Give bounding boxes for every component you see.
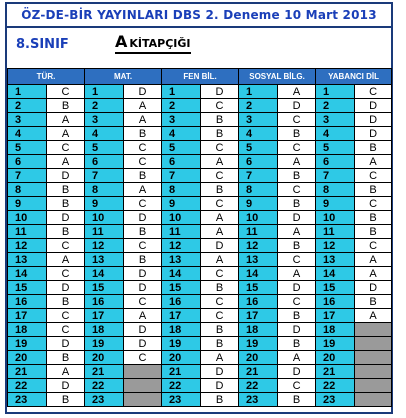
answer-cell: D — [201, 85, 239, 99]
question-number: 23 — [162, 393, 201, 407]
column-header: SOSYAL BİLG. — [239, 69, 316, 85]
answer-cell: D — [201, 239, 239, 253]
answer-cell: B — [124, 225, 162, 239]
question-number: 11 — [162, 225, 201, 239]
class-label: 8.SINIF — [16, 37, 69, 52]
answer-cell: C — [124, 351, 162, 365]
answer-cell: B — [124, 127, 162, 141]
question-number: 4 — [316, 127, 355, 141]
answer-cell: C — [201, 141, 239, 155]
question-number: 13 — [85, 253, 124, 267]
question-number: 22 — [239, 379, 278, 393]
question-number: 9 — [85, 197, 124, 211]
answer-cell: C — [201, 295, 239, 309]
question-number: 23 — [85, 393, 124, 407]
table-row — [8, 169, 392, 183]
question-number: 5 — [239, 141, 278, 155]
blank-cell — [355, 379, 392, 393]
question-number: 17 — [239, 309, 278, 323]
question-number: 15 — [316, 281, 355, 295]
question-number: 4 — [85, 127, 124, 141]
answer-cell: B — [201, 281, 239, 295]
answer-cell: A — [201, 211, 239, 225]
answer-cell: A — [124, 183, 162, 197]
answer-cell: A — [47, 155, 85, 169]
blank-cell — [124, 393, 162, 407]
answer-key-sheet — [5, 2, 393, 414]
question-number: 13 — [239, 253, 278, 267]
answer-cell: C — [124, 197, 162, 211]
answer-cell: D — [47, 379, 85, 393]
answer-cell: A — [278, 225, 316, 239]
answer-table — [7, 68, 392, 407]
answer-cell: B — [47, 99, 85, 113]
answer-cell: B — [355, 183, 392, 197]
question-number: 8 — [239, 183, 278, 197]
table-row — [8, 99, 392, 113]
answer-cell: C — [355, 85, 392, 99]
question-number: 10 — [316, 211, 355, 225]
question-number: 3 — [8, 113, 47, 127]
answer-cell: D — [278, 211, 316, 225]
table-row — [8, 267, 392, 281]
answer-cell: B — [201, 113, 239, 127]
answer-cell: B — [278, 169, 316, 183]
question-number: 19 — [316, 337, 355, 351]
answer-cell: C — [47, 309, 85, 323]
question-number: 13 — [8, 253, 47, 267]
question-number: 16 — [239, 295, 278, 309]
question-number: 6 — [162, 155, 201, 169]
answer-cell: B — [47, 225, 85, 239]
table-row — [8, 127, 392, 141]
question-number: 20 — [8, 351, 47, 365]
question-number: 5 — [316, 141, 355, 155]
question-number: 2 — [316, 99, 355, 113]
question-number: 12 — [8, 239, 47, 253]
question-number: 9 — [239, 197, 278, 211]
answer-cell: B — [355, 225, 392, 239]
question-number: 6 — [85, 155, 124, 169]
question-number: 23 — [316, 393, 355, 407]
answer-cell: D — [201, 379, 239, 393]
question-number: 18 — [85, 323, 124, 337]
question-number: 6 — [239, 155, 278, 169]
question-number: 19 — [239, 337, 278, 351]
question-number: 6 — [316, 155, 355, 169]
answer-cell: A — [355, 267, 392, 281]
question-number: 1 — [316, 85, 355, 99]
question-number: 23 — [239, 393, 278, 407]
answer-cell: D — [124, 267, 162, 281]
question-number: 14 — [8, 267, 47, 281]
blank-cell — [124, 379, 162, 393]
question-number: 14 — [239, 267, 278, 281]
blank-cell — [355, 365, 392, 379]
answer-cell: A — [124, 113, 162, 127]
question-number: 5 — [8, 141, 47, 155]
table-row — [8, 85, 392, 99]
question-number: 10 — [8, 211, 47, 225]
spacer — [7, 60, 391, 68]
question-number: 11 — [8, 225, 47, 239]
answer-cell: D — [355, 281, 392, 295]
answer-cell: D — [355, 127, 392, 141]
table-row — [8, 197, 392, 211]
table-row — [8, 393, 392, 407]
answer-cell: C — [278, 379, 316, 393]
answer-cell: B — [47, 393, 85, 407]
answer-cell: D — [124, 281, 162, 295]
answer-cell: A — [124, 309, 162, 323]
table-row — [8, 281, 392, 295]
question-number: 18 — [162, 323, 201, 337]
blank-cell — [355, 337, 392, 351]
answer-cell: D — [278, 323, 316, 337]
question-number: 2 — [85, 99, 124, 113]
question-number: 17 — [85, 309, 124, 323]
question-number: 1 — [239, 85, 278, 99]
answer-cell: B — [278, 127, 316, 141]
answer-cell: C — [278, 295, 316, 309]
table-body — [8, 85, 392, 407]
answer-cell: C — [47, 239, 85, 253]
question-number: 7 — [85, 169, 124, 183]
page-title: ÖZ-DE-BİR YAYINLARI DBS 2. Deneme 10 Mart 2013 — [7, 4, 391, 28]
answer-cell: A — [124, 99, 162, 113]
question-number: 3 — [239, 113, 278, 127]
answer-cell: B — [355, 141, 392, 155]
answer-cell: D — [47, 169, 85, 183]
table-row — [8, 113, 392, 127]
answer-cell: A — [355, 253, 392, 267]
answer-cell: C — [124, 295, 162, 309]
answer-cell: B — [355, 211, 392, 225]
answer-cell: A — [278, 85, 316, 99]
answer-cell: C — [201, 267, 239, 281]
answer-cell: C — [47, 85, 85, 99]
question-number: 7 — [162, 169, 201, 183]
answer-cell: C — [278, 113, 316, 127]
table-row — [8, 183, 392, 197]
question-number: 14 — [162, 267, 201, 281]
column-header: TÜR. — [8, 69, 85, 85]
question-number: 16 — [316, 295, 355, 309]
answer-cell: B — [278, 197, 316, 211]
answer-cell: C — [201, 197, 239, 211]
question-number: 12 — [239, 239, 278, 253]
answer-cell: C — [278, 183, 316, 197]
answer-cell: A — [278, 155, 316, 169]
answer-cell: B — [278, 393, 316, 407]
answer-cell: C — [47, 141, 85, 155]
table-row — [8, 141, 392, 155]
question-number: 8 — [85, 183, 124, 197]
question-number: 13 — [162, 253, 201, 267]
answer-cell: A — [201, 351, 239, 365]
blank-cell — [355, 351, 392, 365]
question-number: 12 — [85, 239, 124, 253]
answer-cell: B — [278, 309, 316, 323]
answer-cell: B — [278, 239, 316, 253]
question-number: 6 — [8, 155, 47, 169]
question-number: 8 — [162, 183, 201, 197]
question-number: 5 — [162, 141, 201, 155]
question-number: 1 — [8, 85, 47, 99]
answer-cell: B — [201, 183, 239, 197]
blank-cell — [355, 393, 392, 407]
question-number: 21 — [316, 365, 355, 379]
answer-cell: C — [201, 99, 239, 113]
question-number: 9 — [8, 197, 47, 211]
question-number: 7 — [8, 169, 47, 183]
answer-cell: C — [124, 155, 162, 169]
table-row — [8, 323, 392, 337]
question-number: 11 — [85, 225, 124, 239]
question-number: 8 — [316, 183, 355, 197]
answer-cell: A — [355, 155, 392, 169]
question-number: 2 — [162, 99, 201, 113]
answer-cell: A — [201, 225, 239, 239]
question-number: 11 — [316, 225, 355, 239]
answer-cell: C — [47, 323, 85, 337]
answer-cell: C — [278, 141, 316, 155]
question-number: 10 — [85, 211, 124, 225]
table-header — [8, 69, 392, 85]
answer-cell: A — [47, 253, 85, 267]
answer-cell: B — [278, 337, 316, 351]
answer-cell: B — [201, 337, 239, 351]
booklet-label — [115, 32, 191, 54]
answer-cell: D — [124, 85, 162, 99]
question-number: 15 — [85, 281, 124, 295]
question-number: 22 — [8, 379, 47, 393]
answer-cell: D — [47, 281, 85, 295]
answer-cell: B — [124, 253, 162, 267]
answer-cell: D — [47, 211, 85, 225]
question-number: 22 — [316, 379, 355, 393]
question-number: 18 — [316, 323, 355, 337]
question-number: 19 — [162, 337, 201, 351]
question-number: 4 — [8, 127, 47, 141]
answer-cell: B — [201, 323, 239, 337]
answer-cell: A — [47, 365, 85, 379]
table-row — [8, 253, 392, 267]
answer-cell: C — [201, 169, 239, 183]
table-row — [8, 295, 392, 309]
table-row — [8, 351, 392, 365]
answer-cell: A — [201, 155, 239, 169]
question-number: 21 — [162, 365, 201, 379]
question-number: 4 — [162, 127, 201, 141]
question-number: 2 — [239, 99, 278, 113]
answer-cell: D — [124, 323, 162, 337]
blank-cell — [355, 323, 392, 337]
question-number: 19 — [8, 337, 47, 351]
question-number: 21 — [8, 365, 47, 379]
answer-cell: A — [47, 113, 85, 127]
question-number: 22 — [85, 379, 124, 393]
question-number: 20 — [316, 351, 355, 365]
question-number: 1 — [85, 85, 124, 99]
question-number: 23 — [8, 393, 47, 407]
answer-cell: C — [278, 253, 316, 267]
answer-cell: B — [201, 393, 239, 407]
question-number: 2 — [8, 99, 47, 113]
answer-cell: C — [124, 141, 162, 155]
question-number: 21 — [239, 365, 278, 379]
question-number: 14 — [85, 267, 124, 281]
answer-cell: B — [47, 183, 85, 197]
answer-cell: D — [278, 281, 316, 295]
answer-cell: A — [278, 351, 316, 365]
question-number: 9 — [316, 197, 355, 211]
question-number: 5 — [85, 141, 124, 155]
question-number: 16 — [8, 295, 47, 309]
answer-cell: D — [124, 211, 162, 225]
table-row — [8, 225, 392, 239]
question-number: 15 — [162, 281, 201, 295]
answer-cell: C — [124, 239, 162, 253]
question-number: 16 — [162, 295, 201, 309]
answer-cell: D — [278, 99, 316, 113]
question-number: 21 — [85, 365, 124, 379]
question-number: 19 — [85, 337, 124, 351]
answer-cell: C — [355, 169, 392, 183]
question-number: 20 — [162, 351, 201, 365]
table-row — [8, 155, 392, 169]
question-number: 4 — [239, 127, 278, 141]
table-row — [8, 239, 392, 253]
answer-cell: D — [278, 365, 316, 379]
question-number: 17 — [162, 309, 201, 323]
column-header: YABANCI DİL — [316, 69, 392, 85]
question-number: 3 — [162, 113, 201, 127]
question-number: 20 — [85, 351, 124, 365]
question-number: 18 — [239, 323, 278, 337]
question-number: 10 — [162, 211, 201, 225]
question-number: 7 — [239, 169, 278, 183]
answer-cell: C — [47, 267, 85, 281]
answer-cell: A — [355, 309, 392, 323]
answer-cell: C — [201, 309, 239, 323]
answer-cell: C — [355, 197, 392, 211]
answer-cell: B — [47, 295, 85, 309]
question-number: 18 — [8, 323, 47, 337]
question-number: 11 — [239, 225, 278, 239]
subheader — [7, 28, 391, 62]
table-row — [8, 211, 392, 225]
column-header: MAT. — [85, 69, 162, 85]
answer-cell: B — [47, 197, 85, 211]
question-number: 22 — [162, 379, 201, 393]
question-number: 20 — [239, 351, 278, 365]
booklet-word: KİTAPÇIĞI — [129, 37, 191, 50]
question-number: 14 — [316, 267, 355, 281]
answer-cell: D — [124, 337, 162, 351]
question-number: 10 — [239, 211, 278, 225]
answer-cell: B — [47, 351, 85, 365]
question-number: 7 — [316, 169, 355, 183]
answer-cell: D — [355, 99, 392, 113]
question-number: 17 — [8, 309, 47, 323]
answer-cell: D — [201, 365, 239, 379]
table-row — [8, 379, 392, 393]
question-number: 1 — [162, 85, 201, 99]
column-header: FEN BİL. — [162, 69, 239, 85]
question-number: 13 — [316, 253, 355, 267]
table-row — [8, 309, 392, 323]
question-number: 3 — [316, 113, 355, 127]
answer-cell: A — [278, 267, 316, 281]
booklet-letter: A — [115, 32, 128, 51]
answer-cell: D — [355, 113, 392, 127]
answer-cell: C — [355, 239, 392, 253]
answer-cell: B — [355, 295, 392, 309]
question-number: 15 — [239, 281, 278, 295]
question-number: 9 — [162, 197, 201, 211]
table-row — [8, 365, 392, 379]
question-number: 16 — [85, 295, 124, 309]
answer-cell: D — [47, 337, 85, 351]
answer-cell: A — [201, 253, 239, 267]
question-number: 8 — [8, 183, 47, 197]
question-number: 15 — [8, 281, 47, 295]
question-number: 12 — [162, 239, 201, 253]
table-row — [8, 337, 392, 351]
question-number: 3 — [85, 113, 124, 127]
answer-cell: B — [201, 127, 239, 141]
blank-cell — [124, 365, 162, 379]
question-number: 12 — [316, 239, 355, 253]
answer-cell: A — [47, 127, 85, 141]
answer-cell: B — [124, 169, 162, 183]
question-number: 17 — [316, 309, 355, 323]
